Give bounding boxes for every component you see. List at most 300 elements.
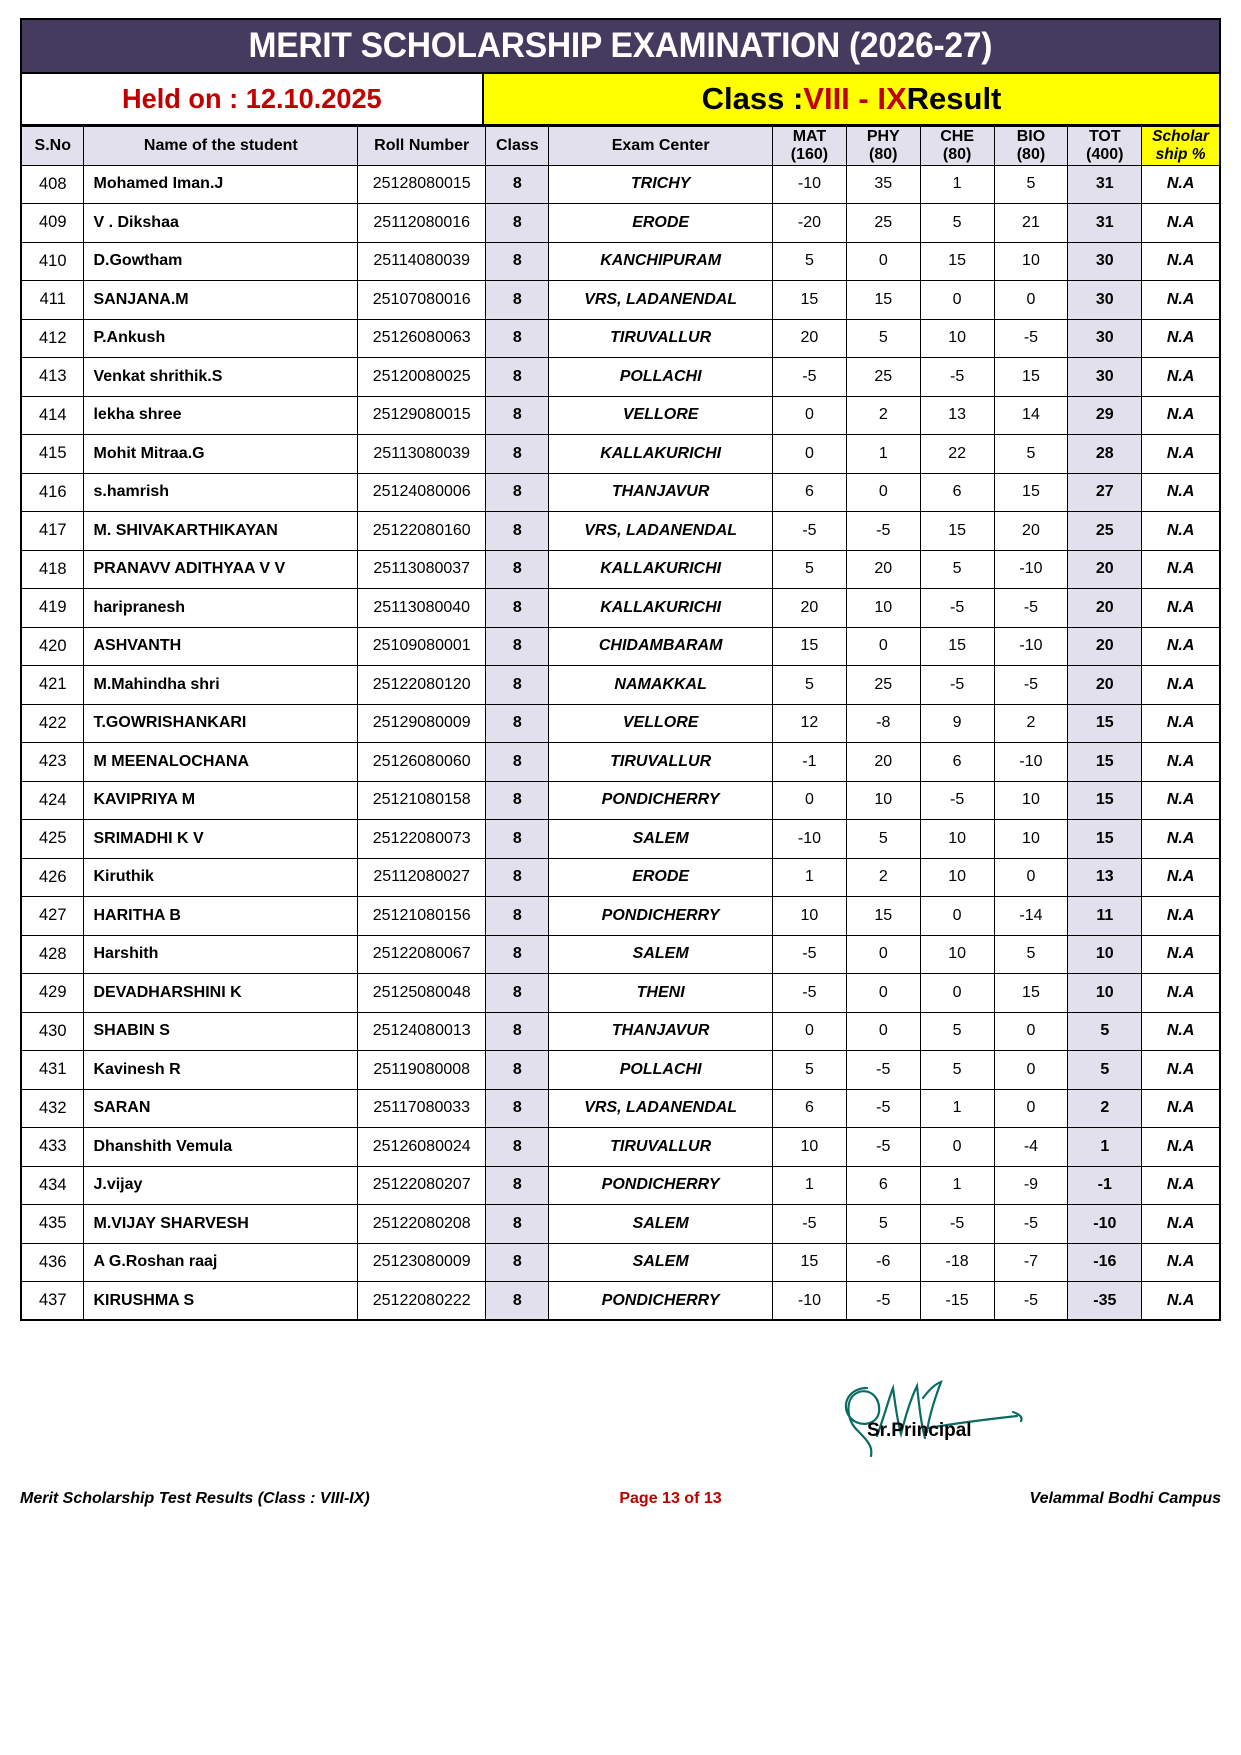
row-sno: 428 [21, 935, 84, 974]
row-phy-score: 0 [846, 935, 920, 974]
table-row [21, 319, 1220, 358]
table-row [21, 242, 1220, 281]
row-roll-number: 25119080008 [358, 1051, 486, 1090]
column-header-scholarship [1142, 127, 1220, 166]
row-total-score: 20 [1068, 589, 1142, 628]
row-che-score: -15 [920, 1282, 994, 1321]
row-mat-score: 5 [773, 550, 847, 589]
row-mat-score: 5 [773, 242, 847, 281]
signature-label: Sr.Principal [867, 1420, 972, 1441]
row-roll-number: 25125080048 [358, 974, 486, 1013]
row-che-score: 15 [920, 512, 994, 551]
table-row [21, 473, 1220, 512]
row-class: 8 [486, 1051, 549, 1090]
row-roll-number: 25120080025 [358, 358, 486, 397]
row-scholarship-pct: N.A [1142, 974, 1220, 1013]
row-che-score: 15 [920, 627, 994, 666]
row-phy-score: 10 [846, 589, 920, 628]
row-scholarship-pct: N.A [1142, 1243, 1220, 1282]
row-student-name: A G.Roshan raaj [84, 1243, 358, 1282]
footer-left-text: Merit Scholarship Test Results (Class : VIII-IX) [20, 1490, 370, 1507]
row-bio-score: -5 [994, 666, 1068, 705]
row-sno: 419 [21, 589, 84, 628]
table-row [21, 1243, 1220, 1282]
table-row [21, 858, 1220, 897]
row-exam-center: KALLAKURICHI [549, 589, 773, 628]
row-scholarship-pct: N.A [1142, 242, 1220, 281]
row-scholarship-pct: N.A [1142, 589, 1220, 628]
row-mat-score: 15 [773, 1243, 847, 1282]
row-total-score: -16 [1068, 1243, 1142, 1282]
row-bio-score: -5 [994, 319, 1068, 358]
row-bio-score: -7 [994, 1243, 1068, 1282]
row-class: 8 [486, 897, 549, 936]
row-phy-score: 15 [846, 897, 920, 936]
row-sno: 426 [21, 858, 84, 897]
row-exam-center: VELLORE [549, 396, 773, 435]
row-phy-score: 0 [846, 473, 920, 512]
row-sno: 433 [21, 1128, 84, 1167]
row-total-score: 15 [1068, 820, 1142, 859]
column-header-center: Exam Center [549, 127, 773, 166]
row-bio-score: 2 [994, 704, 1068, 743]
row-scholarship-pct: N.A [1142, 435, 1220, 474]
table-row [21, 1166, 1220, 1205]
row-mat-score: -10 [773, 820, 847, 859]
row-total-score: 10 [1068, 935, 1142, 974]
row-phy-score: 0 [846, 1012, 920, 1051]
row-class: 8 [486, 704, 549, 743]
row-phy-score: 10 [846, 781, 920, 820]
row-roll-number: 25121080156 [358, 897, 486, 936]
row-mat-score: 6 [773, 1089, 847, 1128]
table-row [21, 1205, 1220, 1244]
row-roll-number: 25128080015 [358, 165, 486, 204]
row-sno: 421 [21, 666, 84, 705]
row-che-score: 10 [920, 935, 994, 974]
row-che-score: 15 [920, 242, 994, 281]
row-phy-score: 0 [846, 242, 920, 281]
row-exam-center: SALEM [549, 935, 773, 974]
row-mat-score: 20 [773, 589, 847, 628]
row-bio-score: -10 [994, 550, 1068, 589]
row-bio-score: 0 [994, 1051, 1068, 1090]
row-roll-number: 25122080208 [358, 1205, 486, 1244]
row-phy-score: -8 [846, 704, 920, 743]
row-sno: 415 [21, 435, 84, 474]
row-sno: 412 [21, 319, 84, 358]
row-che-score: 22 [920, 435, 994, 474]
row-scholarship-pct: N.A [1142, 704, 1220, 743]
row-che-score: 1 [920, 1089, 994, 1128]
column-header-roll: Roll Number [358, 127, 486, 166]
row-exam-center: TIRUVALLUR [549, 743, 773, 782]
row-total-score: 20 [1068, 666, 1142, 705]
row-che-score: -5 [920, 358, 994, 397]
table-row [21, 396, 1220, 435]
row-roll-number: 25126080063 [358, 319, 486, 358]
row-bio-score: 21 [994, 204, 1068, 243]
row-bio-score: -9 [994, 1166, 1068, 1205]
row-sno: 432 [21, 1089, 84, 1128]
subheader-bar [20, 74, 1221, 126]
table-row [21, 1282, 1220, 1321]
row-bio-score: 0 [994, 281, 1068, 320]
row-sno: 437 [21, 1282, 84, 1321]
row-phy-score: -5 [846, 1282, 920, 1321]
row-mat-score: 10 [773, 1128, 847, 1167]
row-sno: 431 [21, 1051, 84, 1090]
row-student-name: T.GOWRISHANKARI [84, 704, 358, 743]
row-bio-score: 20 [994, 512, 1068, 551]
row-class: 8 [486, 1282, 549, 1321]
signature-area [831, 1368, 1091, 1478]
row-sno: 411 [21, 281, 84, 320]
row-che-score: 13 [920, 396, 994, 435]
row-total-score: 15 [1068, 743, 1142, 782]
row-exam-center: KANCHIPURAM [549, 242, 773, 281]
row-mat-score: -5 [773, 935, 847, 974]
row-roll-number: 25122080222 [358, 1282, 486, 1321]
row-total-score: 20 [1068, 627, 1142, 666]
row-exam-center: TIRUVALLUR [549, 319, 773, 358]
row-sno: 417 [21, 512, 84, 551]
column-header-tot [1068, 127, 1142, 166]
row-sno: 430 [21, 1012, 84, 1051]
row-scholarship-pct: N.A [1142, 1166, 1220, 1205]
row-exam-center: KALLAKURICHI [549, 550, 773, 589]
column-header-name: Name of the student [84, 127, 358, 166]
row-exam-center: PONDICHERRY [549, 1282, 773, 1321]
row-total-score: 31 [1068, 204, 1142, 243]
row-scholarship-pct: N.A [1142, 935, 1220, 974]
row-student-name: SARAN [84, 1089, 358, 1128]
row-student-name: Mohamed Iman.J [84, 165, 358, 204]
row-bio-score: 0 [994, 1089, 1068, 1128]
table-row [21, 781, 1220, 820]
row-che-score: -5 [920, 1205, 994, 1244]
row-mat-score: 12 [773, 704, 847, 743]
row-student-name: Dhanshith Vemula [84, 1128, 358, 1167]
row-class: 8 [486, 820, 549, 859]
row-phy-score: 2 [846, 396, 920, 435]
row-roll-number: 25129080009 [358, 704, 486, 743]
row-bio-score: 10 [994, 820, 1068, 859]
exam-title-banner [20, 18, 1221, 74]
row-che-score: 5 [920, 1051, 994, 1090]
table-row [21, 281, 1220, 320]
row-roll-number: 25122080160 [358, 512, 486, 551]
table-header-row [21, 127, 1220, 166]
row-scholarship-pct: N.A [1142, 1205, 1220, 1244]
row-sno: 436 [21, 1243, 84, 1282]
bio-max: (80) [1016, 145, 1046, 163]
row-total-score: 31 [1068, 165, 1142, 204]
row-scholarship-pct: N.A [1142, 1012, 1220, 1051]
column-header-bio [994, 127, 1068, 166]
row-class: 8 [486, 589, 549, 628]
row-roll-number: 25123080009 [358, 1243, 486, 1282]
row-exam-center: VRS, LADANENDAL [549, 281, 773, 320]
row-scholarship-pct: N.A [1142, 165, 1220, 204]
column-header-sno: S.No [21, 127, 84, 166]
row-roll-number: 25122080067 [358, 935, 486, 974]
table-row [21, 627, 1220, 666]
row-phy-score: -6 [846, 1243, 920, 1282]
row-class: 8 [486, 1166, 549, 1205]
row-student-name: ASHVANTH [84, 627, 358, 666]
row-roll-number: 25122080207 [358, 1166, 486, 1205]
che-max: (80) [942, 145, 972, 163]
table-row [21, 1128, 1220, 1167]
row-scholarship-pct: N.A [1142, 1089, 1220, 1128]
row-roll-number: 25124080013 [358, 1012, 486, 1051]
row-exam-center: CHIDAMBARAM [549, 627, 773, 666]
row-exam-center: ERODE [549, 858, 773, 897]
row-sno: 435 [21, 1205, 84, 1244]
row-exam-center: THENI [549, 974, 773, 1013]
page-title: MERIT SCHOLARSHIP EXAMINATION (2026-27) [248, 26, 993, 65]
row-che-score: 1 [920, 1166, 994, 1205]
bio-label: BIO [1016, 127, 1046, 145]
row-student-name: J.vijay [84, 1166, 358, 1205]
row-mat-score: 5 [773, 666, 847, 705]
row-bio-score: 0 [994, 1012, 1068, 1051]
row-phy-score: 25 [846, 358, 920, 397]
row-phy-score: 20 [846, 550, 920, 589]
row-phy-score: -5 [846, 512, 920, 551]
row-exam-center: KALLAKURICHI [549, 435, 773, 474]
row-bio-score: 5 [994, 935, 1068, 974]
row-exam-center: SALEM [549, 1243, 773, 1282]
row-phy-score: 35 [846, 165, 920, 204]
row-bio-score: 15 [994, 974, 1068, 1013]
table-row [21, 1051, 1220, 1090]
row-total-score: 15 [1068, 704, 1142, 743]
column-header-phy [846, 127, 920, 166]
row-class: 8 [486, 358, 549, 397]
row-student-name: M.VIJAY SHARVESH [84, 1205, 358, 1244]
row-student-name: lekha shree [84, 396, 358, 435]
row-student-name: Venkat shrithik.S [84, 358, 358, 397]
row-class: 8 [486, 242, 549, 281]
row-student-name: M MEENALOCHANA [84, 743, 358, 782]
row-bio-score: -10 [994, 743, 1068, 782]
phy-max: (80) [869, 145, 898, 163]
row-scholarship-pct: N.A [1142, 858, 1220, 897]
row-che-score: 6 [920, 743, 994, 782]
row-exam-center: SALEM [549, 820, 773, 859]
row-phy-score: 0 [846, 627, 920, 666]
page-footer [20, 1490, 1221, 1508]
che-label: CHE [940, 127, 974, 145]
row-class: 8 [486, 165, 549, 204]
row-roll-number: 25126080024 [358, 1128, 486, 1167]
table-row [21, 358, 1220, 397]
row-scholarship-pct: N.A [1142, 820, 1220, 859]
table-row [21, 589, 1220, 628]
row-total-score: 11 [1068, 897, 1142, 936]
row-roll-number: 25109080001 [358, 627, 486, 666]
column-header-che [920, 127, 994, 166]
row-total-score: -10 [1068, 1205, 1142, 1244]
row-exam-center: PONDICHERRY [549, 781, 773, 820]
row-student-name: SANJANA.M [84, 281, 358, 320]
row-student-name: Kiruthik [84, 858, 358, 897]
row-phy-score: -5 [846, 1089, 920, 1128]
row-total-score: 5 [1068, 1012, 1142, 1051]
row-sno: 427 [21, 897, 84, 936]
row-phy-score: 5 [846, 319, 920, 358]
row-phy-score: 15 [846, 281, 920, 320]
row-student-name: KIRUSHMA S [84, 1282, 358, 1321]
row-che-score: 5 [920, 550, 994, 589]
row-sno: 423 [21, 743, 84, 782]
row-total-score: -1 [1068, 1166, 1142, 1205]
row-total-score: 30 [1068, 281, 1142, 320]
row-bio-score: 0 [994, 858, 1068, 897]
row-mat-score: 1 [773, 858, 847, 897]
row-exam-center: NAMAKKAL [549, 666, 773, 705]
row-mat-score: -5 [773, 358, 847, 397]
row-mat-score: 0 [773, 396, 847, 435]
row-che-score: 9 [920, 704, 994, 743]
row-scholarship-pct: N.A [1142, 897, 1220, 936]
row-mat-score: 1 [773, 1166, 847, 1205]
row-total-score: 29 [1068, 396, 1142, 435]
row-roll-number: 25107080016 [358, 281, 486, 320]
row-mat-score: -20 [773, 204, 847, 243]
row-exam-center: TIRUVALLUR [549, 1128, 773, 1167]
row-exam-center: PONDICHERRY [549, 897, 773, 936]
row-student-name: SHABIN S [84, 1012, 358, 1051]
row-exam-center: TRICHY [549, 165, 773, 204]
row-mat-score: -5 [773, 974, 847, 1013]
scholarship-pct-label: ship % [1155, 145, 1206, 163]
row-total-score: 15 [1068, 781, 1142, 820]
results-table-body [21, 165, 1220, 1320]
row-che-score: 5 [920, 204, 994, 243]
row-sno: 422 [21, 704, 84, 743]
row-che-score: 6 [920, 473, 994, 512]
row-class: 8 [486, 1243, 549, 1282]
row-student-name: Harshith [84, 935, 358, 974]
row-scholarship-pct: N.A [1142, 1282, 1220, 1321]
held-on-text: Held on : 12.10.2025 [122, 83, 382, 114]
row-roll-number: 25126080060 [358, 743, 486, 782]
row-class: 8 [486, 1205, 549, 1244]
row-total-score: 20 [1068, 550, 1142, 589]
row-student-name: s.hamrish [84, 473, 358, 512]
row-che-score: 0 [920, 281, 994, 320]
row-class: 8 [486, 396, 549, 435]
row-phy-score: 0 [846, 974, 920, 1013]
row-roll-number: 25113080037 [358, 550, 486, 589]
table-row [21, 743, 1220, 782]
row-bio-score: 5 [994, 435, 1068, 474]
row-class: 8 [486, 781, 549, 820]
row-class: 8 [486, 550, 549, 589]
row-bio-score: 10 [994, 242, 1068, 281]
row-total-score: 25 [1068, 512, 1142, 551]
row-exam-center: PONDICHERRY [549, 1166, 773, 1205]
row-roll-number: 25112080027 [358, 858, 486, 897]
row-phy-score: 20 [846, 743, 920, 782]
table-row [21, 1089, 1220, 1128]
table-row [21, 935, 1220, 974]
row-sno: 429 [21, 974, 84, 1013]
row-class: 8 [486, 743, 549, 782]
row-class: 8 [486, 666, 549, 705]
row-student-name: V . Dikshaa [84, 204, 358, 243]
row-student-name: HARITHA B [84, 897, 358, 936]
row-sno: 424 [21, 781, 84, 820]
row-scholarship-pct: N.A [1142, 550, 1220, 589]
row-roll-number: 25114080039 [358, 242, 486, 281]
row-total-score: -35 [1068, 1282, 1142, 1321]
row-total-score: 10 [1068, 974, 1142, 1013]
row-exam-center: ERODE [549, 204, 773, 243]
row-phy-score: 25 [846, 204, 920, 243]
class-prefix-label: Class : [701, 81, 804, 116]
row-exam-center: VRS, LADANENDAL [549, 1089, 773, 1128]
row-mat-score: -5 [773, 1205, 847, 1244]
row-mat-score: 15 [773, 281, 847, 320]
table-row [21, 704, 1220, 743]
results-table [20, 126, 1221, 1321]
row-che-score: -5 [920, 666, 994, 705]
row-mat-score: 10 [773, 897, 847, 936]
row-bio-score: -4 [994, 1128, 1068, 1167]
row-total-score: 5 [1068, 1051, 1142, 1090]
row-sno: 420 [21, 627, 84, 666]
row-student-name: haripranesh [84, 589, 358, 628]
column-header-class: Class [486, 127, 549, 166]
table-row [21, 897, 1220, 936]
row-sno: 414 [21, 396, 84, 435]
row-exam-center: POLLACHI [549, 1051, 773, 1090]
row-scholarship-pct: N.A [1142, 396, 1220, 435]
row-class: 8 [486, 1128, 549, 1167]
row-class: 8 [486, 627, 549, 666]
held-on-cell [22, 74, 484, 124]
row-che-score: 10 [920, 319, 994, 358]
row-bio-score: -5 [994, 589, 1068, 628]
row-mat-score: -10 [773, 1282, 847, 1321]
row-sno: 434 [21, 1166, 84, 1205]
row-roll-number: 25122080073 [358, 820, 486, 859]
row-class: 8 [486, 1089, 549, 1128]
row-phy-score: 5 [846, 820, 920, 859]
table-row [21, 435, 1220, 474]
row-sno: 425 [21, 820, 84, 859]
row-total-score: 27 [1068, 473, 1142, 512]
row-che-score: 0 [920, 897, 994, 936]
row-sno: 416 [21, 473, 84, 512]
row-bio-score: -14 [994, 897, 1068, 936]
row-roll-number: 25113080039 [358, 435, 486, 474]
row-class: 8 [486, 858, 549, 897]
row-mat-score: 6 [773, 473, 847, 512]
row-phy-score: 25 [846, 666, 920, 705]
table-row [21, 666, 1220, 705]
row-class: 8 [486, 473, 549, 512]
table-row [21, 550, 1220, 589]
table-row [21, 974, 1220, 1013]
row-che-score: 10 [920, 858, 994, 897]
row-phy-score: 2 [846, 858, 920, 897]
row-roll-number: 25112080016 [358, 204, 486, 243]
